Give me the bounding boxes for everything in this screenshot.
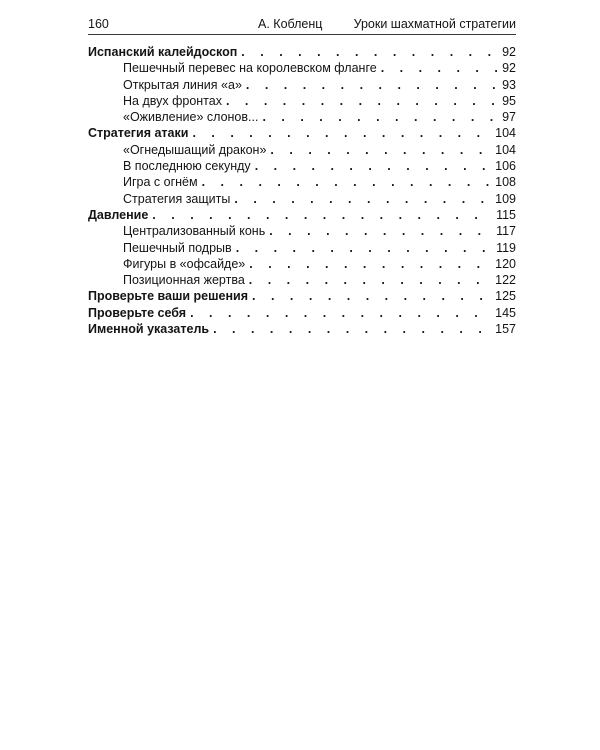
dot-leader: [202, 174, 492, 190]
toc-entry-page: 125: [495, 289, 516, 304]
toc-chapter-entry: [88, 288, 516, 304]
toc-entry-title: Именной указатель: [88, 322, 210, 337]
toc-entry-page: 109: [495, 191, 516, 206]
book-title: Уроки шахматной стратегии: [353, 17, 516, 31]
dot-leader: [252, 288, 491, 304]
author-name: А. Кобленц: [258, 17, 323, 31]
toc-section-entry: [88, 272, 516, 288]
toc-entry-page: 117: [496, 224, 516, 239]
dot-leader: [249, 256, 491, 272]
toc-chapter-entry: [88, 125, 516, 141]
toc-section-entry: [88, 93, 516, 109]
dot-leader: [249, 272, 491, 288]
toc-entry-page: 104: [495, 126, 516, 141]
dot-leader: [152, 207, 492, 223]
toc-entry-page: 106: [495, 159, 516, 174]
toc-entry-title: Игра с огнём: [123, 175, 198, 190]
toc-entry-title: Стратегия атаки: [88, 126, 189, 141]
toc-entry-title: Пешечный перевес на королевском фланге: [123, 61, 377, 76]
dot-leader: [192, 125, 491, 141]
toc-chapter-entry: [88, 321, 516, 337]
dot-leader: [234, 191, 491, 207]
toc-entry-title: Централизованный конь: [123, 224, 266, 239]
toc-entry-page: 119: [496, 240, 516, 255]
toc-entry-title: Открытая линия «а»: [123, 77, 242, 92]
page-number: 160: [88, 17, 109, 31]
toc-entry-title: На двух фронтах: [123, 93, 222, 108]
toc-entry-title: Проверьте себя: [88, 305, 187, 320]
dot-leader: [381, 60, 498, 76]
header-rule: [88, 34, 516, 35]
dot-leader: [255, 158, 491, 174]
toc-entry-page: 157: [495, 322, 516, 337]
toc-section-entry: [88, 158, 516, 174]
toc-entry-page: 97: [502, 110, 516, 125]
dot-leader: [213, 321, 491, 337]
table-of-contents: [88, 44, 516, 337]
dot-leader: [246, 77, 498, 93]
dot-leader: [270, 142, 491, 158]
toc-entry-title: «Огнедышащий дракон»: [123, 142, 267, 157]
toc-entry-page: 122: [495, 273, 516, 288]
toc-entry-page: 92: [502, 45, 516, 59]
dot-leader: [190, 305, 491, 321]
toc-section-entry: [88, 191, 516, 207]
toc-section-entry: [88, 60, 516, 76]
toc-entry-title: Испанский калейдоскоп: [88, 45, 238, 59]
toc-entry-page: 145: [495, 305, 516, 320]
toc-entry-page: 92: [502, 61, 516, 76]
toc-entry-title: «Оживление» слонов...: [123, 110, 259, 125]
running-header: [88, 16, 516, 36]
toc-entry-page: 115: [496, 207, 516, 222]
dot-leader: [262, 109, 498, 125]
toc-entry-title: Позиционная жертва: [123, 273, 245, 288]
toc-section-entry: [88, 109, 516, 125]
toc-entry-page: 108: [495, 175, 516, 190]
toc-entry-title: Пешечный подрыв: [123, 240, 232, 255]
toc-chapter-entry: [88, 44, 516, 60]
toc-section-entry: [88, 77, 516, 93]
toc-section-entry: [88, 240, 516, 256]
toc-entry-title: Стратегия защиты: [123, 191, 231, 206]
toc-section-entry: [88, 142, 516, 158]
toc-entry-page: 95: [502, 93, 516, 108]
toc-entry-page: 120: [495, 256, 516, 271]
toc-section-entry: [88, 223, 516, 239]
dot-leader: [241, 44, 498, 60]
toc-entry-title: Проверьте ваши решения: [88, 289, 249, 304]
toc-entry-page: 104: [495, 142, 516, 157]
toc-entry-title: Фигуры в «офсайде»: [123, 256, 246, 271]
toc-section-entry: [88, 256, 516, 272]
toc-entry-title: Давление: [88, 207, 149, 222]
toc-chapter-entry: [88, 305, 516, 321]
toc-entry-title: В последнюю секунду: [123, 159, 251, 174]
dot-leader: [236, 240, 492, 256]
toc-entry-page: 93: [502, 77, 516, 92]
toc-section-entry: [88, 174, 516, 190]
dot-leader: [226, 93, 498, 109]
dot-leader: [269, 223, 492, 239]
toc-chapter-entry: [88, 207, 516, 223]
